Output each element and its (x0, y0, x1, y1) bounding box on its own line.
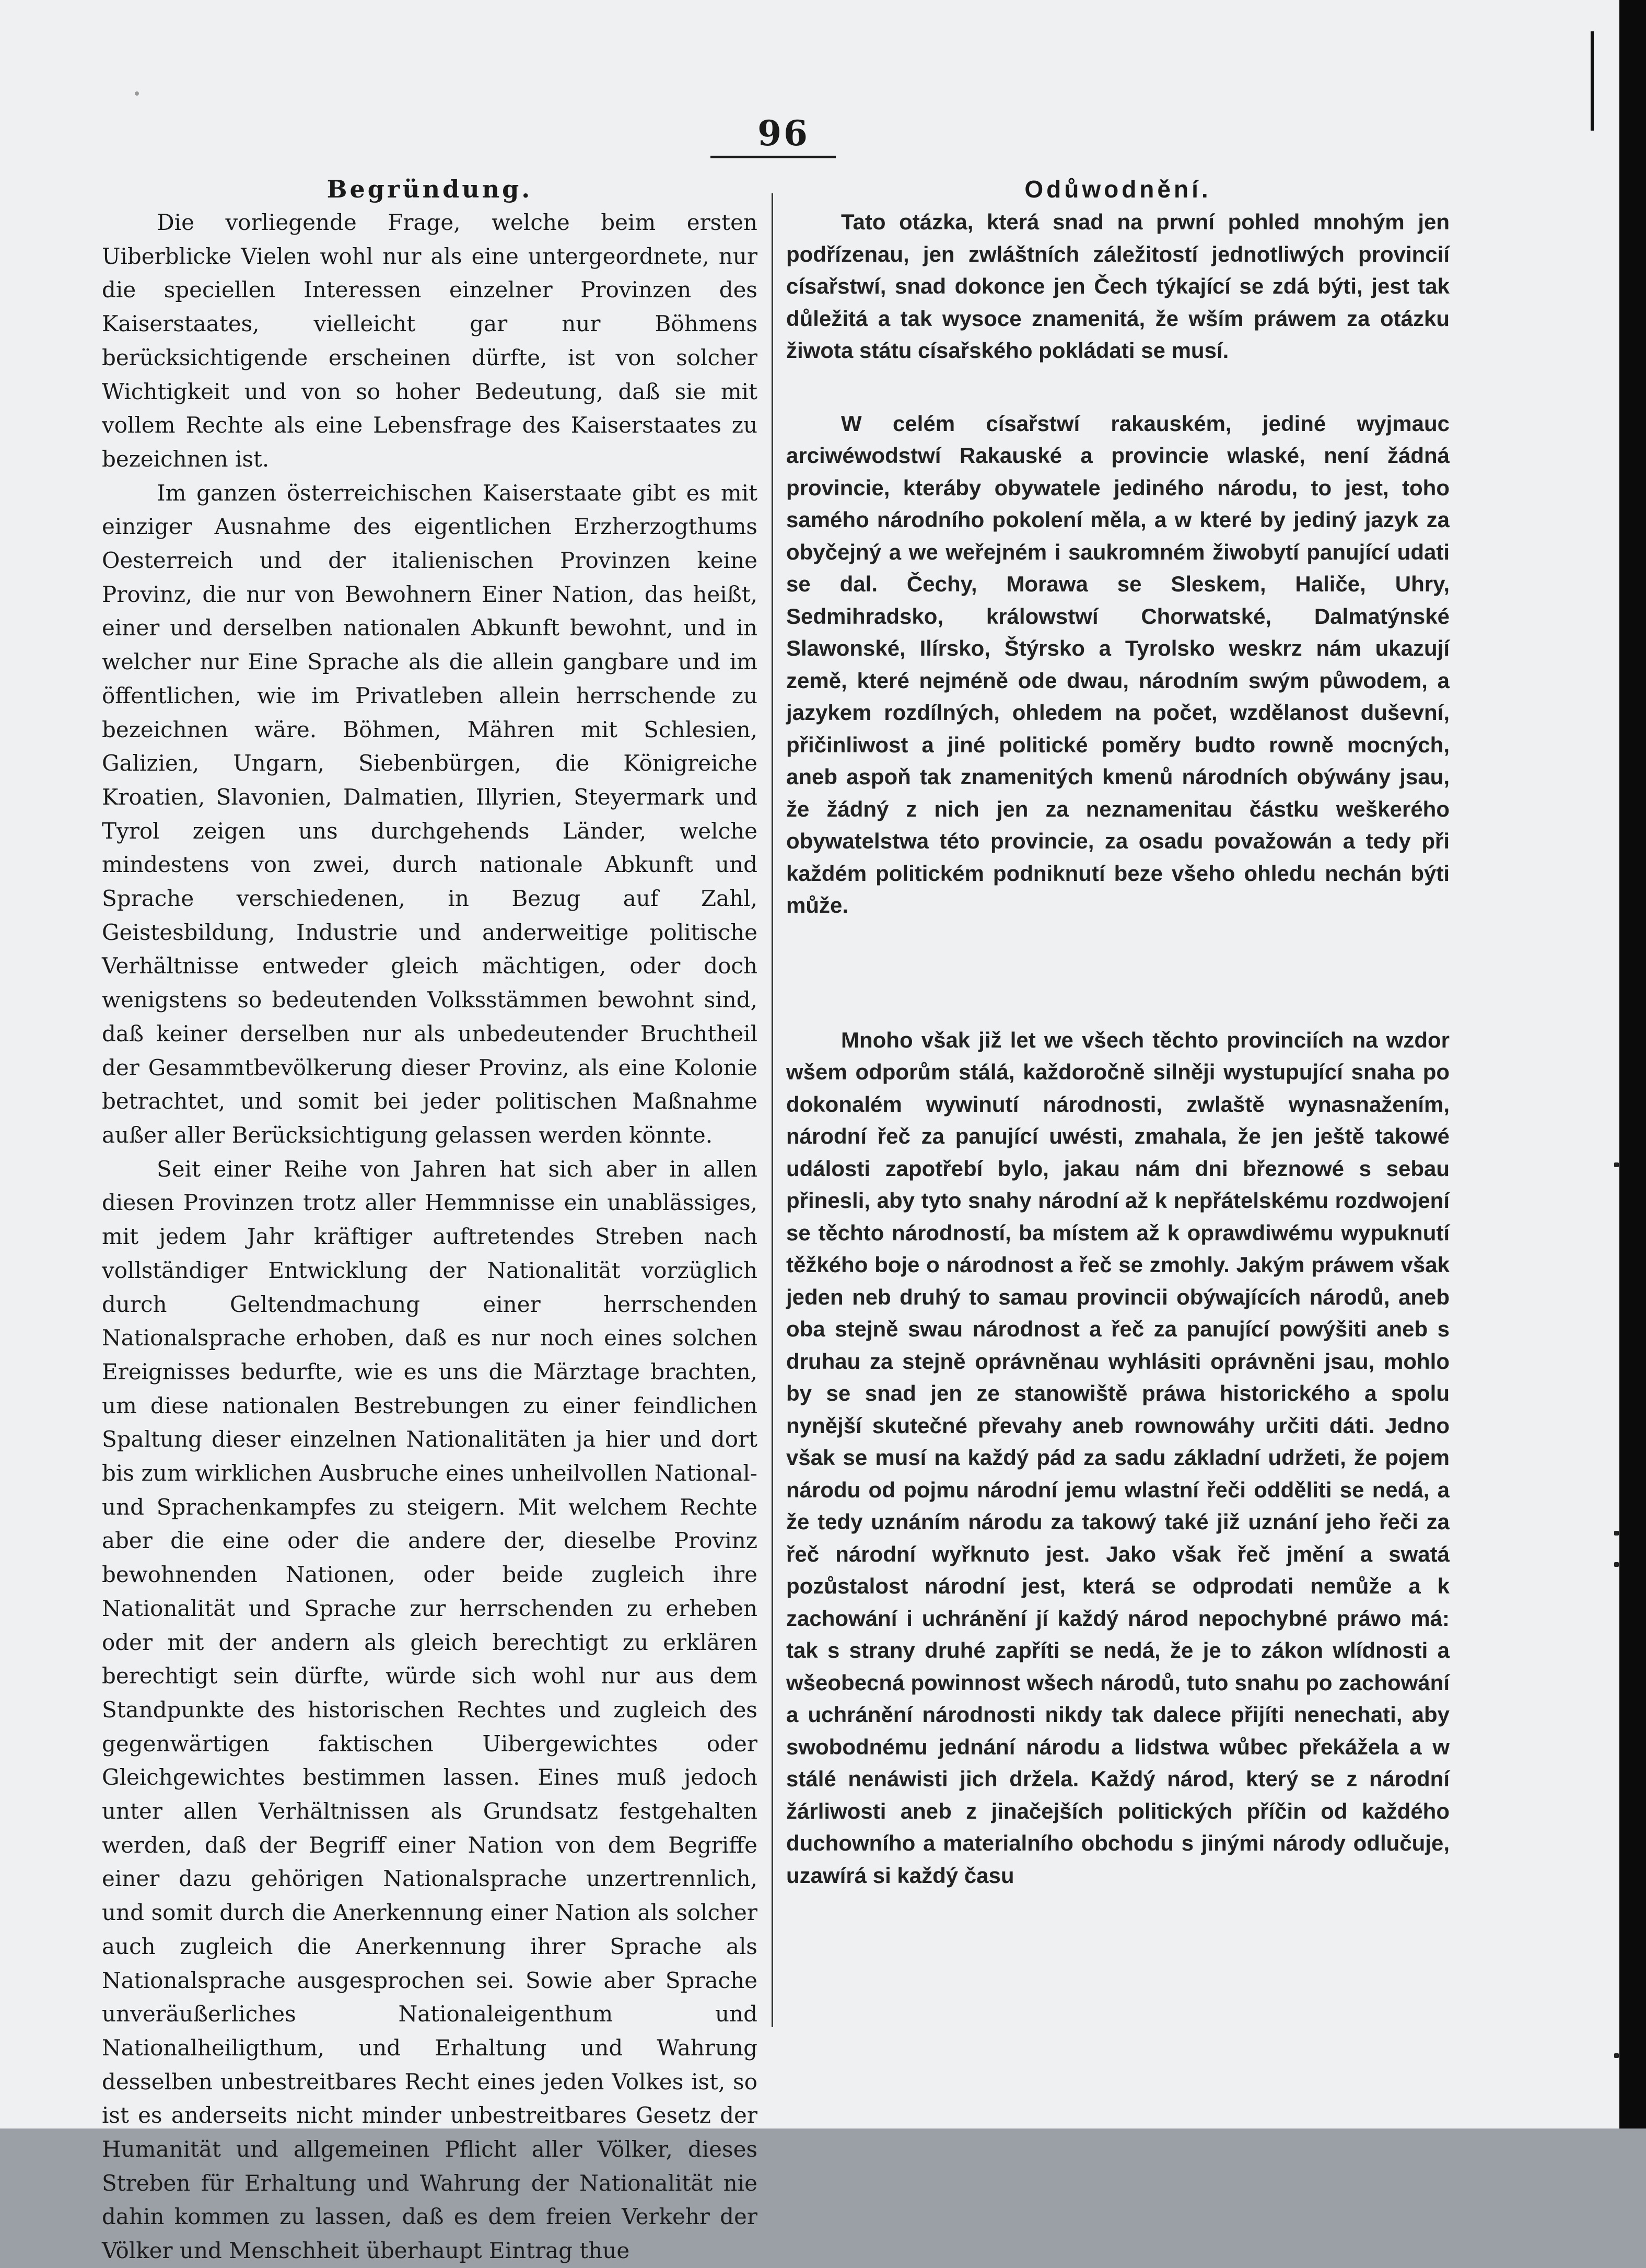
czech-paragraph-1: Tato otázka, která snad na prwní pohled mnohým jen podřízenau, jen zwláštních záležitostí jednotliwých provincií císařstwí, snad dokonce jen Čech týkající se zdá býti, jest tak důležitá a tak wysoce znamenitá, že wším práwem za otázku žiwota státu císařského pokládati se musí. (786, 210, 1450, 363)
speck (135, 91, 139, 96)
czech-paragraph-3: Mnoho však již let we všech těchto provinciích na wzdor wšem odporům stálá, každoročně silněji wystupující snaha po dokonalém wywinutí národnosti, zwlaště wynasnažením, národní řeč za panující uwésti, zmahala, že jen ještě takowé události zapotřebí bylo, jakau nám dni březnowé s sebau přinesli, aby tyto snahy národní až k nepřátelskému rozdwojení se těchto národností, ba místem až k oprawdiwému wypuknutí těžkého boje o národnost a řeč se zmohly. Jakým práwem však jeden neb druhý to samau provincii obýwajících národů, aneb oba stejně swau národnost a řeč za panující powýšiti aneb s druhau za stejně oprávněnau wyhlásiti oprávněni jsau, mohlo by se snad jen ze stanowiště práwa historického a spolu nynější skutečné převahy aneb rownowáhy určiti dáti. Jedno však se musí na každý pád za sadu základní udržeti, že pojem národu od pojmu národní jemu wlastní řeči odděliti se nedá, a že tedy uznáním národu za takowý také již uznání jeho řeči za řeč národní wyřknuto jest. Jako však řeč jmění a swatá pozůstalost národní jest, která se odprodati nemůže a k zachowání i uchránění jí každý národ nepochybné práwo má: tak s strany druhé zapříti se nedá, že je to zákon wlídnosti a wšeobecná powinnost wšech národů, tuto snahu po zachowání a uchránění národnosti nikdy tak dalece přijíti nenechati, aby swobodnému jednání národu a lidstwa wůbec překážela a w stálé nenáwisti jich držela. Každý národ, který se z národní žárliwosti aneb z jinačejších politických příčin od každého duchowního a materialního obchodu s jinými národy odlučuje, uzawírá si každý času (786, 1027, 1450, 1888)
german-column (102, 172, 757, 2268)
german-heading: Begründung. (326, 175, 533, 203)
column-divider (772, 193, 773, 2027)
margin-mark (1614, 2053, 1619, 2058)
margin-mark (1614, 1562, 1619, 1567)
czech-heading: Odůwodnění. (1024, 176, 1211, 203)
german-paragraph-1: Die vorliegende Frage, welche beim ersten Uiberblicke Vielen wohl nur als eine untergeordnete, nur die speciellen Interessen einzelner Provinzen des Kaiserstaates, vielleicht gar nur Böhmens berücksichtigende erscheinen dürfte, ist von solcher Wichtigkeit und von so hoher Bedeutung, daß sie mit vollem Rechte als eine Lebensfrage des Kaiserstaates zu bezeichnen ist. (102, 210, 757, 472)
scan-edge-mark (1591, 31, 1594, 131)
page-number: 96 (757, 113, 810, 154)
page-number-rule (710, 156, 836, 158)
czech-paragraph-2: W celém císařstwí rakauském, jediné wyjmauc arciwéwodstwí Rakauské a provincie wlaské, není žádná provincie, kteráby obywatele jediného národu, to jest, toho samého národního pokolení měla, a w které by jediný jazyk za obyčejný a we weřejném i saukromném žiwobytí panující udati se dal. Čechy, Morawa se Sleskem, Haliče, Uhry, Sedmihradsko, králowstwí Chorwatské, Dalmatýnské Slawonské, Ilírsko, Štýrsko a Tyrolsko weskrz nám ukazují země, které nejméně ode dwau, národním swým půwodem, a jazykem rozdílných, ohledem na počet, wzdělanost duševní, přičinliwost a jiné politické poměry budto rowně mocných, aneb aspoň tak znamenitých kmenů národních obýwány jsau, že žádný z nich jen za neznamenitau částku weškerého obywatelstwa této provincie, za osadu považowán a tedy při každém politickém podniknutí beze všeho ohledu nechán býti může. (786, 411, 1450, 917)
margin-mark (1614, 1162, 1619, 1167)
czech-column (786, 172, 1450, 1891)
german-paragraph-3: Seit einer Reihe von Jahren hat sich aber in allen diesen Provinzen trotz aller Hemmnisse ein unablässiges, mit jedem Jahr kräftiger auftretendes Streben nach vollständiger Entwicklung der Nationalität vorzüglich durch Geltendmachung einer herrschenden Nationalsprache erhoben, daß es nur noch eines solchen Ereignisses bedurfte, wie es uns die Märztage brachten, um diese nationalen Bestrebungen zu einer feindlichen Spaltung dieser einzelnen Nationalitäten ja hier und dort bis zum wirklichen Ausbruche eines unheilvollen National- und Sprachenkampfes zu steigern. Mit welchem Rechte aber die eine oder die andere der, dieselbe Provinz bewohnenden Nationen, oder beide zugleich ihre Nationalität und Sprache zur herrschenden zu erheben oder mit der andern als gleich berechtigt zu erklären berechtigt sein dürfte, würde sich wohl nur aus dem Standpunkte des historischen Rechtes und zugleich des gegenwärtigen faktischen Uibergewichtes oder Gleichgewichtes bestimmen lassen. Eines muß jedoch unter allen Verhältnissen als Grundsatz festgehalten werden, daß der Begriff einer Nation von dem Begriffe einer dazu gehörigen Nationalsprache unzertrennlich, und somit durch die Anerkennung einer Nation als solcher auch zugleich die Anerkennung ihrer Sprache als Nationalsprache ausgesprochen sei. Sowie aber Sprache unveräußerliches Nationaleigenthum und Nationalheiligthum, und Erhaltung und Wahrung desselben unbestreitbares Recht eines jeden Volkes ist, so ist es anderseits nicht minder unbestreitbares Gesetz der Humanität und allgemeinen Pflicht aller Völker, dieses Streben für Erhaltung und Wahrung der Nationalität nie dahin kommen zu lassen, daß es dem freien Verkehr der Völker und Menschheit überhaupt Eintrag thue (102, 1156, 757, 2264)
german-paragraph-2: Im ganzen österreichischen Kaiserstaate gibt es mit einziger Ausnahme des eigentlichen Erzherzogthums Oesterreich und der italienischen Provinzen keine Provinz, die nur von Bewohnern Einer Nation, das heißt, einer und derselben nationalen Abkunft bewohnt, und in welcher nur Eine Sprache als die allein gangbare und im öffentlichen, wie im Privatleben allein herrschende zu bezeichnen wäre. Böhmen, Mähren mit Schlesien, Galizien, Ungarn, Siebenbürgen, die Königreiche Kroatien, Slavonien, Dalmatien, Illyrien, Steyermark und Tyrol zeigen uns durchgehends Länder, welche mindestens von zwei, durch nationale Abkunft und Sprache verschiedenen, in Bezug auf Zahl, Geistesbildung, Industrie und anderweitige politische Verhältnisse entweder gleich mächtigen, oder doch wenigstens so bedeutenden Volksstämmen bewohnt sind, daß keiner derselben nur als unbedeutender Bruchtheil der Gesammtbevölkerung dieser Provinz, als eine Kolonie betrachtet, und somit bei jeder politischen Maßnahme außer aller Berücksichtigung gelassen werden könnte. (102, 480, 757, 1148)
margin-mark (1614, 1531, 1619, 1536)
scan-edge (1619, 0, 1646, 2129)
